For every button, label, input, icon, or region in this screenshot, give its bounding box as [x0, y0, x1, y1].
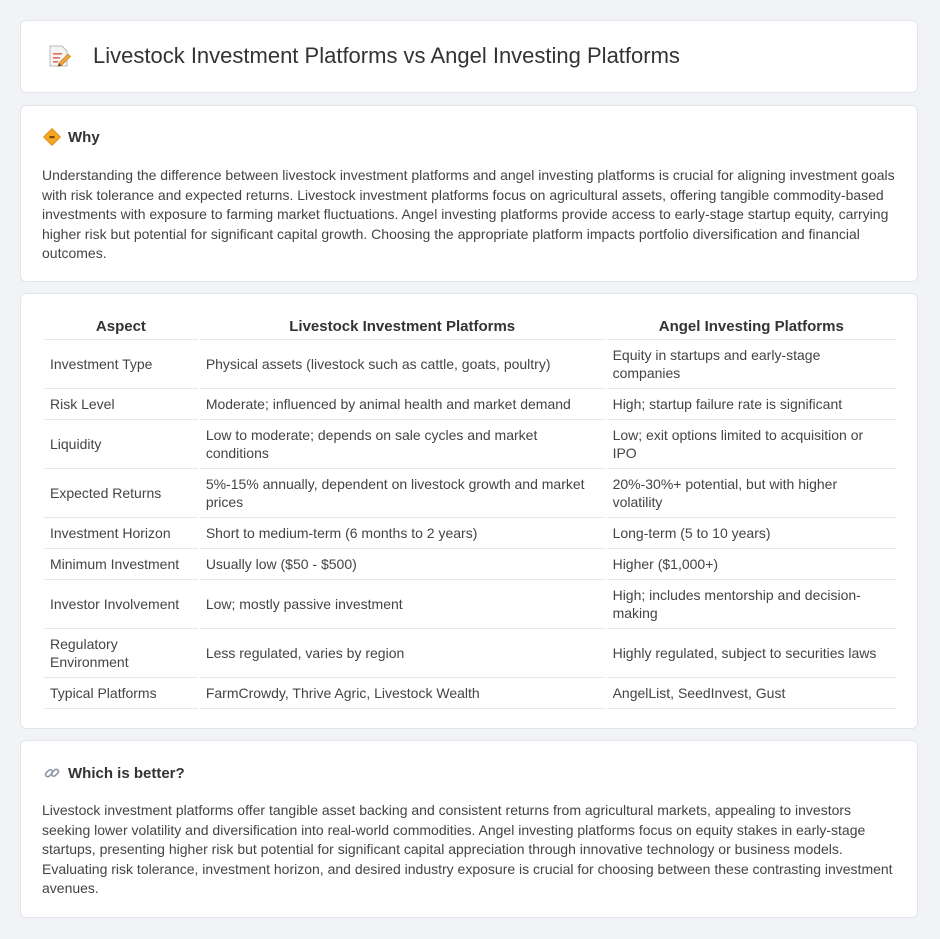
why-heading-row: [43, 128, 100, 146]
cell-aspect: Expected Returns: [44, 469, 198, 518]
cell-livestock: 5%-15% annually, dependent on livestock growth and market prices: [200, 469, 605, 518]
table-row: [44, 580, 896, 629]
cell-livestock: Less regulated, varies by region: [200, 629, 605, 678]
header-livestock: Livestock Investment Platforms: [200, 316, 605, 340]
cell-aspect: Typical Platforms: [44, 678, 198, 709]
title-card: [20, 20, 918, 93]
comparison-table: [42, 316, 898, 709]
table-row: [44, 549, 896, 580]
table-header-row: [44, 316, 896, 340]
better-paragraph: Livestock investment platforms offer tangible asset backing and consistent returns from agricultural markets, appealing to investors seeking lower volatility and diversification into real-world commodities. Angel investing platforms focus on equity stakes in early-stage startups, presenting higher risk but potential for significant capital appreciation through innovative technology or business models. Evaluating risk tolerance, investment horizon, and desired industry exposure is crucial for choosing between these contrasting investment avenues.: [42, 802, 893, 897]
table-row: [44, 518, 896, 549]
better-heading: Which is better?: [68, 764, 185, 782]
cell-angel: AngelList, SeedInvest, Gust: [607, 678, 896, 709]
better-heading-row: [43, 764, 185, 782]
table-row: [44, 389, 896, 420]
why-heading: Why: [68, 128, 100, 146]
diamond-sign-icon: [43, 128, 61, 146]
cell-angel: Equity in startups and early-stage companies: [607, 340, 896, 389]
why-paragraph: Understanding the difference between livestock investment platforms and angel investing platforms is crucial for aligning investment goals with risk tolerance and expected returns. Livestock investment platforms focus on agricultural assets, offering tangible commodity-based investments with exposure to farming market fluctuations. Angel investing platforms provide access to early-stage startup equity, carrying higher risk but potential for significant capital growth. Choosing the appropriate platform impacts portfolio diversification and financial outcomes.: [42, 167, 895, 262]
link-icon: [43, 764, 61, 782]
cell-angel: High; includes mentorship and decision-making: [607, 580, 896, 629]
cell-angel: High; startup failure rate is significant: [607, 389, 896, 420]
cell-aspect: Investment Horizon: [44, 518, 198, 549]
cell-livestock: Low; mostly passive investment: [200, 580, 605, 629]
table-row: [44, 629, 896, 678]
cell-livestock: Physical assets (livestock such as cattle, goats, poultry): [200, 340, 605, 389]
cell-angel: Highly regulated, subject to securities laws: [607, 629, 896, 678]
table-row: [44, 340, 896, 389]
cell-livestock: FarmCrowdy, Thrive Agric, Livestock Wealth: [200, 678, 605, 709]
cell-aspect: Risk Level: [44, 389, 198, 420]
cell-livestock: Moderate; influenced by animal health and market demand: [200, 389, 605, 420]
cell-angel: Long-term (5 to 10 years): [607, 518, 896, 549]
cell-livestock: Short to medium-term (6 months to 2 years): [200, 518, 605, 549]
table-row: [44, 469, 896, 518]
cell-aspect: Investor Involvement: [44, 580, 198, 629]
page-title: Livestock Investment Platforms vs Angel Investing Platforms: [93, 43, 680, 68]
cell-angel: 20%-30%+ potential, but with higher volatility: [607, 469, 896, 518]
comparison-card: [20, 293, 918, 729]
header-aspect: Aspect: [44, 316, 198, 340]
cell-livestock: Low to moderate; depends on sale cycles and market conditions: [200, 420, 605, 469]
which-is-better-section: [20, 740, 918, 918]
cell-aspect: Liquidity: [44, 420, 198, 469]
table-row: [44, 678, 896, 709]
cell-angel: Low; exit options limited to acquisition or IPO: [607, 420, 896, 469]
header-angel: Angel Investing Platforms: [607, 316, 896, 340]
document-pencil-icon: [46, 43, 72, 69]
cell-livestock: Usually low ($50 - $500): [200, 549, 605, 580]
why-section: [20, 105, 918, 282]
cell-aspect: Regulatory Environment: [44, 629, 198, 678]
cell-aspect: Minimum Investment: [44, 549, 198, 580]
table-row: [44, 420, 896, 469]
cell-aspect: Investment Type: [44, 340, 198, 389]
cell-angel: Higher ($1,000+): [607, 549, 896, 580]
